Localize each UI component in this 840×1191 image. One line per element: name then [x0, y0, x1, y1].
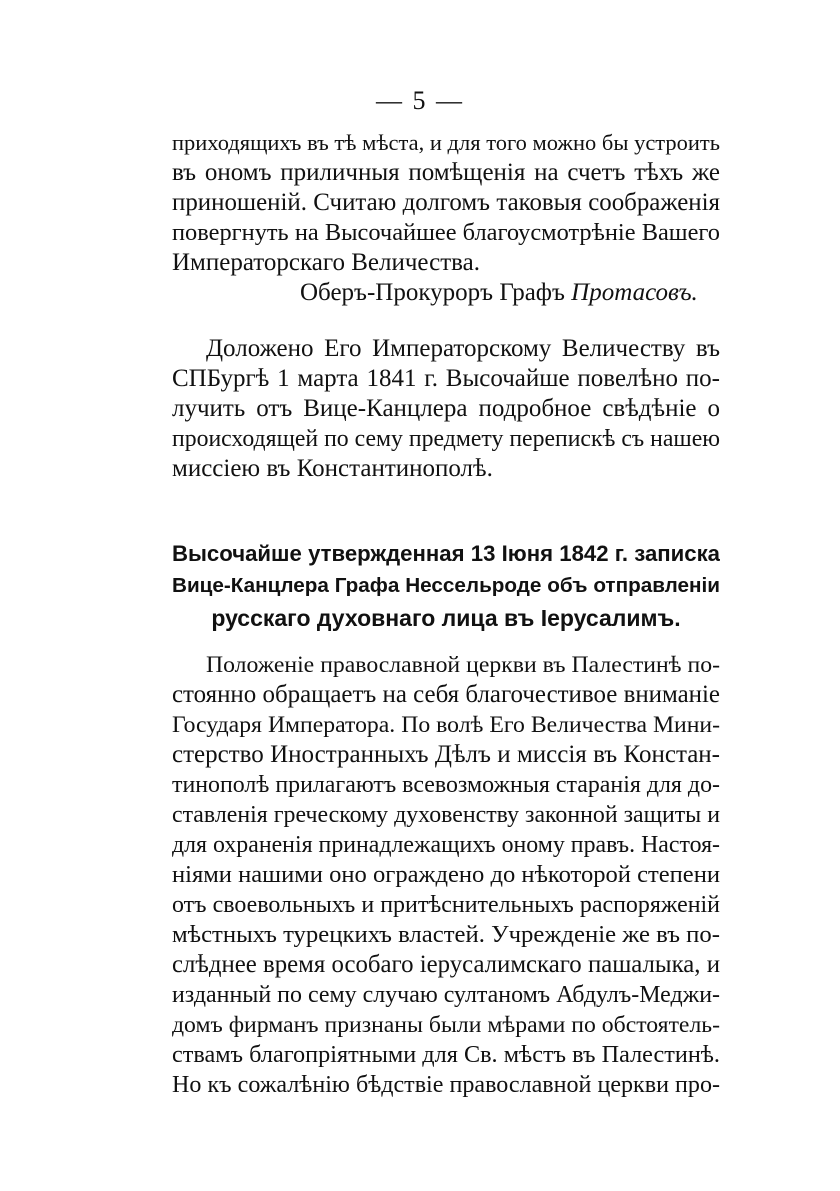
text-line: тинополѣ прилагаютъ всевозможныя старанія для до-: [172, 772, 720, 798]
section-heading: [172, 538, 720, 634]
text-line: Положеніе православной церкви въ Палестинѣ по-: [206, 652, 720, 678]
text-line: ставленія греческому духовенству законной защиты и: [172, 802, 720, 828]
text-line: домъ фирманъ признаны были мѣрами по обстоятель-: [172, 1012, 720, 1038]
paragraph-1: [172, 128, 720, 278]
text-line: Государя Императора. По волѣ Его Величества Мини-: [172, 712, 720, 738]
text-line: для охраненія принадлежащихъ оному правъ. Настоя-: [172, 832, 720, 858]
text-line: приходящихъ въ тѣ мѣста, и для того можно бы устроить: [172, 130, 720, 155]
text-line: стерство Иностранныхъ Дѣлъ и миссія въ Констан-: [172, 741, 720, 768]
signature: [300, 278, 698, 308]
text-line: Но къ сожалѣнію бѣдствіе православной церкви про-: [172, 1072, 720, 1098]
signature-name: Протасовъ.: [571, 279, 698, 306]
text-line: изданный по сему случаю султаномъ Абдулъ-Меджи-: [172, 982, 720, 1008]
text-line: въ ономъ приличныя помѣщенія на счетъ тѣхъ же: [172, 159, 720, 186]
text-line: лучить отъ Вице-Канцлера подробное свѣдѣніе о: [172, 395, 720, 422]
text-line: слѣднее время особаго іерусалимскаго пашалыка, и: [172, 951, 720, 978]
signature-prefix: Оберъ-Прокуроръ Графъ: [300, 279, 565, 306]
text-line: ствамъ благопріятными для Св. мѣстъ въ Палестинѣ.: [172, 1041, 720, 1068]
text-line: приношеній. Считаю долгомъ таковыя соображенія: [172, 189, 720, 216]
text-line: миссіею въ Константинополѣ.: [172, 455, 493, 482]
text-line: отъ своевольныхъ и притѣснительныхъ распоряженій: [172, 892, 720, 918]
heading-line: Высочайше утвержденная 13 Іюня 1842 г. записка: [172, 541, 720, 566]
text-line: повергнуть на Высочайшее благоусмотрѣніе Вашего: [172, 219, 720, 246]
text-line: СПБургѣ 1 марта 1841 г. Высочайше повелѣно по-: [172, 365, 720, 392]
text-line: мѣстныхъ турецкихъ властей. Учрежденіе же въ по-: [172, 921, 720, 948]
text-line: стоянно обращаетъ на себя благочестивое вниманіе: [172, 681, 720, 708]
heading-line: Вице-Канцлера Графа Нессельроде объ отправленіи: [172, 574, 720, 597]
paragraph-2: [172, 334, 720, 484]
page-number: — 5 —: [376, 86, 464, 115]
text-line: ніями нашими оно ограждено до нѣкоторой степени: [172, 861, 720, 888]
paragraph-3: [172, 650, 720, 1100]
text-line: Доложено Его Императорскому Величеству въ: [206, 335, 720, 362]
text-line: Императорскаго Величества.: [172, 249, 480, 276]
heading-line: русскаго духовнаго лица въ Іерусалимъ.: [211, 605, 681, 631]
text-line: происходящей по сему предмету перепискѣ съ нашею: [172, 426, 720, 452]
